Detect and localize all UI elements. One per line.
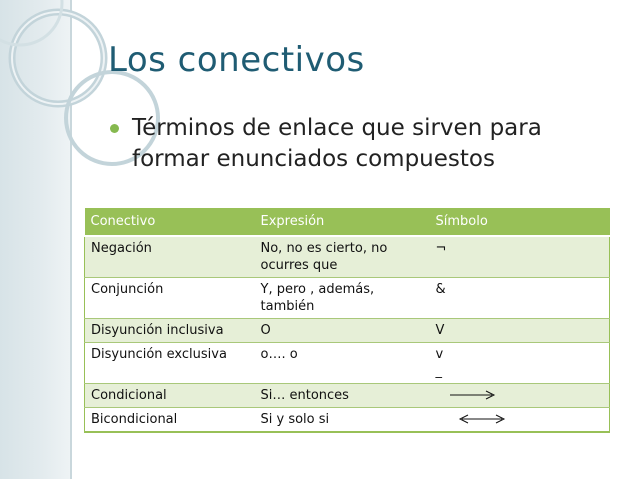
bullet-dot-icon (110, 124, 119, 133)
left-right-arrow-icon (458, 411, 508, 427)
table-row (85, 319, 610, 343)
cell-expresion: O (255, 319, 430, 343)
cell-conectivo: Bicondicional (85, 408, 255, 433)
cell-conectivo: Negación (85, 236, 255, 278)
cell-expresion: Si… entonces (255, 384, 430, 408)
cell-simbolo: V (430, 319, 610, 343)
right-arrow-icon (448, 387, 498, 403)
cell-conectivo: Condicional (85, 384, 255, 408)
cell-expresion: Si y solo si (255, 408, 430, 433)
table-header-row (85, 208, 610, 236)
symbol-underscore: _ (435, 364, 442, 379)
cell-conectivo: Disyunción inclusiva (85, 319, 255, 343)
cell-simbolo: ¬ (430, 236, 610, 278)
table-row (85, 343, 610, 384)
cell-expresion: o…. o (255, 343, 430, 384)
cell-expresion: No, no es cierto, no ocurres que (255, 236, 430, 278)
slide-title: Los conectivos (108, 40, 365, 80)
connectives-table (84, 208, 610, 433)
bullet-text: Términos de enlace que sirven para formar enunciados compuestos (132, 115, 542, 172)
header-conectivo: Conectivo (85, 208, 255, 236)
cell-simbolo (430, 384, 610, 408)
symbol-text: v (435, 347, 444, 362)
cell-simbolo: & (430, 278, 610, 319)
table-row (85, 236, 610, 278)
cell-simbolo (430, 408, 610, 433)
header-expresion: Expresión (255, 208, 430, 236)
cell-conectivo: Disyunción exclusiva (85, 343, 255, 384)
table-row (85, 384, 610, 408)
table-row (85, 408, 610, 433)
header-simbolo: Símbolo (430, 208, 610, 236)
cell-simbolo (430, 343, 610, 384)
deco-circle-inner (12, 12, 104, 104)
cell-conectivo: Conjunción (85, 278, 255, 319)
cell-expresion: Y, pero , además, también (255, 278, 430, 319)
table-row (85, 278, 610, 319)
